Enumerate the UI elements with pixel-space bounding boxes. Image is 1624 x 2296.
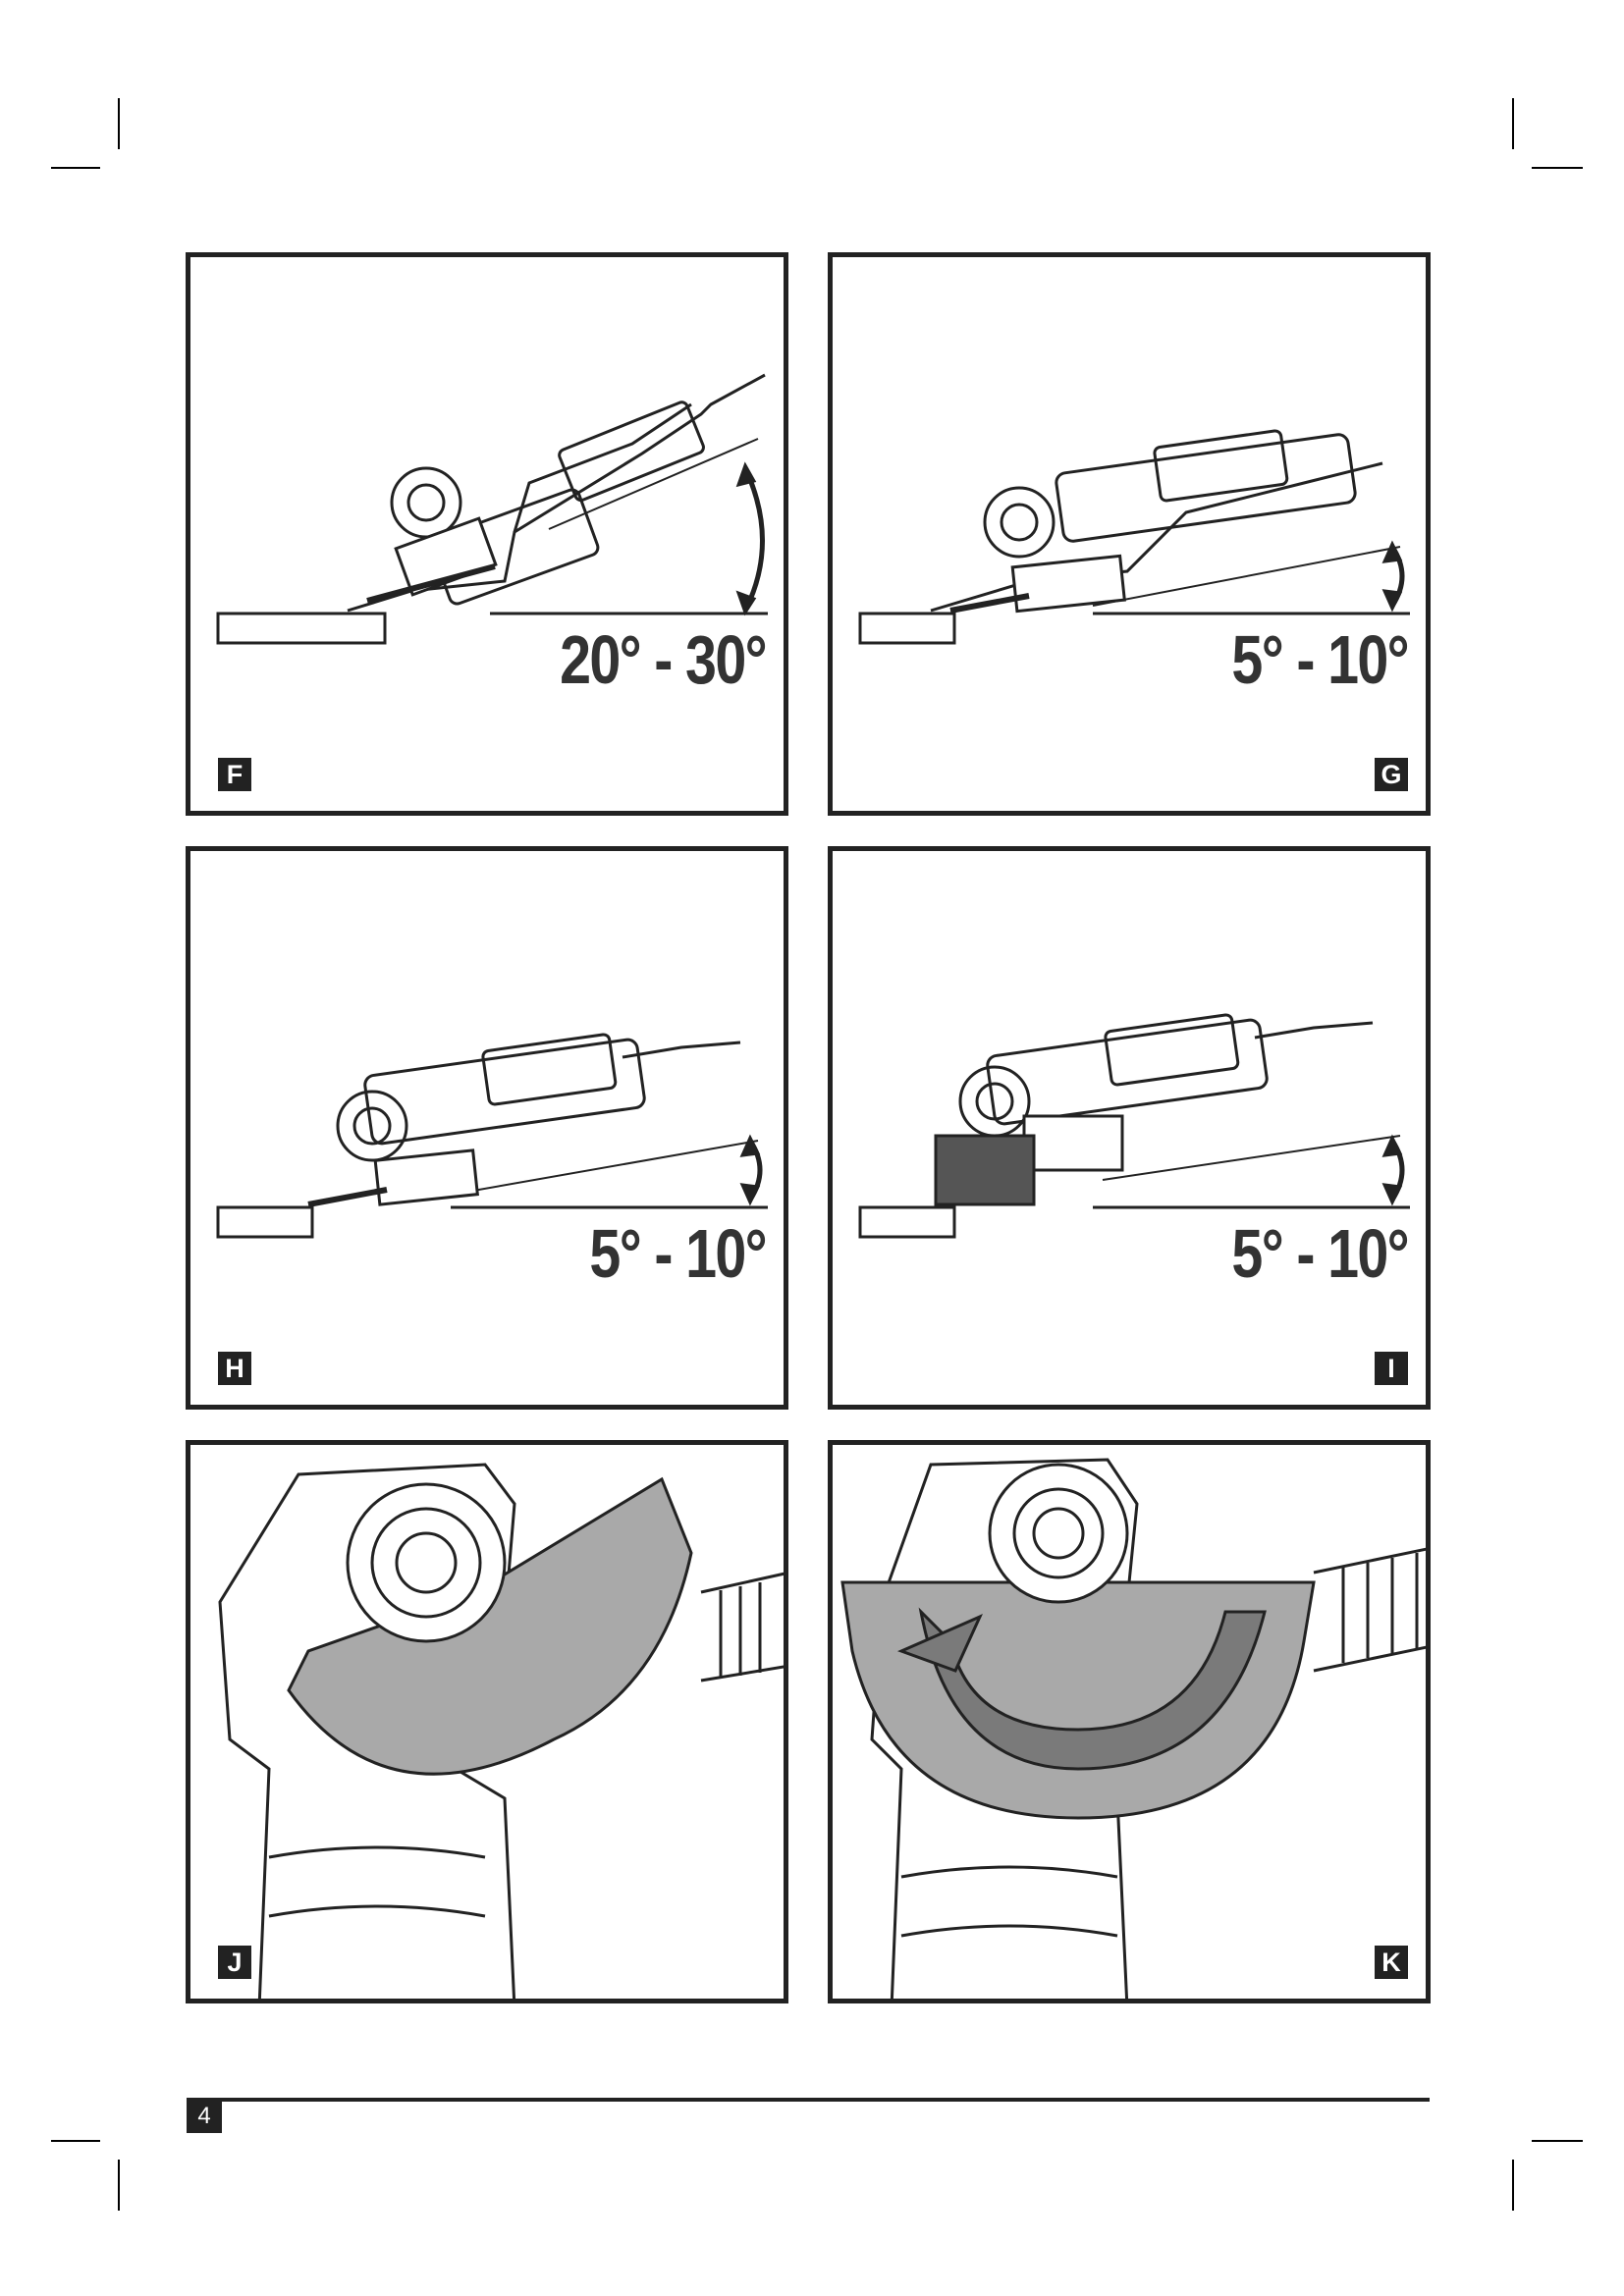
guard-fitting-illustration <box>190 1445 788 2003</box>
figure-panel-g <box>828 252 1431 816</box>
angle-range-label: 5° - 10° <box>1231 621 1408 698</box>
angle-range-label: 5° - 10° <box>589 1215 766 1292</box>
crop-mark <box>51 2140 100 2142</box>
figure-panel-j <box>186 1440 788 2003</box>
figure-label: I <box>1375 1352 1408 1385</box>
crop-mark <box>118 98 120 149</box>
figure-label: H <box>218 1352 251 1385</box>
guard-rotation-illustration <box>833 1445 1431 2003</box>
page-number: 4 <box>187 2100 222 2133</box>
grinder-5-10-illustration <box>190 851 788 1410</box>
figure-label: G <box>1375 758 1408 791</box>
grinder-20-30-illustration <box>190 257 788 816</box>
grinder-5-10-illustration <box>833 257 1431 816</box>
figure-panel-i <box>828 846 1431 1410</box>
crop-mark <box>1512 2160 1514 2211</box>
figure-panel-f <box>186 252 788 816</box>
crop-mark <box>1512 98 1514 149</box>
crop-mark <box>118 2160 120 2211</box>
footer-rule <box>187 2098 1430 2102</box>
figure-label: F <box>218 758 251 791</box>
figure-label: J <box>218 1946 251 1979</box>
figure-label: K <box>1375 1946 1408 1979</box>
figure-panel-h <box>186 846 788 1410</box>
angle-range-label: 5° - 10° <box>1231 1215 1408 1292</box>
angle-range-label: 20° - 30° <box>560 621 766 698</box>
crop-mark <box>1532 167 1583 169</box>
figure-panel-k <box>828 1440 1431 2003</box>
crop-mark <box>1532 2140 1583 2142</box>
wire-brush-grinder-illustration <box>833 851 1431 1410</box>
crop-mark <box>51 167 100 169</box>
